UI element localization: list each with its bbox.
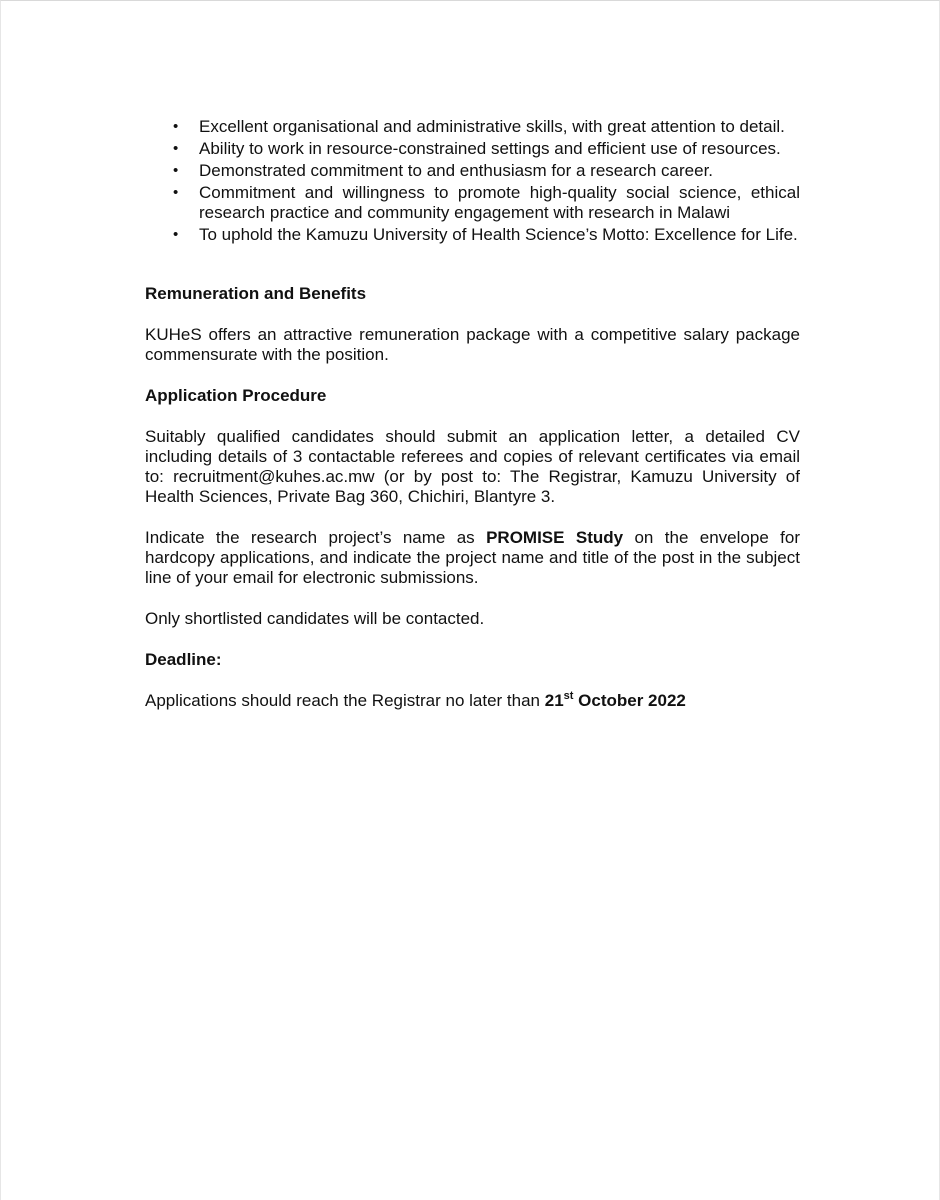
list-item-text: Excellent organisational and administrative skills, with great attention to detail. <box>199 117 785 136</box>
list-item-text: Demonstrated commitment to and enthusiasm for a research career. <box>199 161 714 180</box>
list-item-text: Ability to work in resource-constrained settings and efficient use of resources. <box>199 139 781 158</box>
requirements-list <box>145 117 800 245</box>
project-name-text-pre: Indicate the research project’s name as <box>145 528 487 547</box>
list-item-text: Commitment and willingness to promote high-quality social science, ethical research practice and community engagement with research in Malawi <box>199 183 800 222</box>
application-instructions: Suitably qualified candidates should submit an application letter, a detailed CV including details of 3 contactable referees and copies of relevant certificates via email to: recruitment@kuhes.ac.mw (or by post to: The Registrar, Kamuzu University of Health Sciences, Private Bag 360, Chichiri, Blantyre 3. <box>145 427 800 506</box>
list-item <box>145 161 800 181</box>
deadline-text <box>145 691 800 711</box>
bullet-icon: • <box>173 118 179 135</box>
project-name: PROMISE Study <box>486 528 624 547</box>
list-item <box>145 225 800 245</box>
bullet-icon: • <box>173 184 179 201</box>
deadline-day-suffix: st <box>563 690 574 702</box>
list-item-text: To uphold the Kamuzu University of Health Science’s Motto: Excellence for Life. <box>199 225 798 244</box>
bullet-icon: • <box>173 162 179 179</box>
remuneration-heading: Remuneration and Benefits <box>145 284 367 303</box>
bullet-icon: • <box>173 140 179 157</box>
list-item <box>145 117 800 137</box>
deadline-text-pre: Applications should reach the Registrar no later than <box>145 691 545 710</box>
deadline-month-year: October 2022 <box>573 691 686 710</box>
remuneration-text: KUHeS offers an attractive remuneration package with a competitive salary package commensurate with the position. <box>145 325 800 364</box>
application-heading: Application Procedure <box>145 386 327 405</box>
deadline-day: 21 <box>544 691 564 710</box>
deadline-date <box>545 691 686 710</box>
document-content <box>145 117 800 711</box>
list-item <box>145 183 800 223</box>
shortlist-note: Only shortlisted candidates will be contacted. <box>145 609 485 628</box>
bullet-icon: • <box>173 226 179 243</box>
deadline-heading: Deadline: <box>145 650 222 669</box>
project-name-text-post: on the envelope for hardcopy applications, and indicate the project name and title of the post in the subject line of your email for electronic submissions. <box>145 528 800 587</box>
project-name-instructions <box>145 528 800 588</box>
list-item <box>145 139 800 159</box>
